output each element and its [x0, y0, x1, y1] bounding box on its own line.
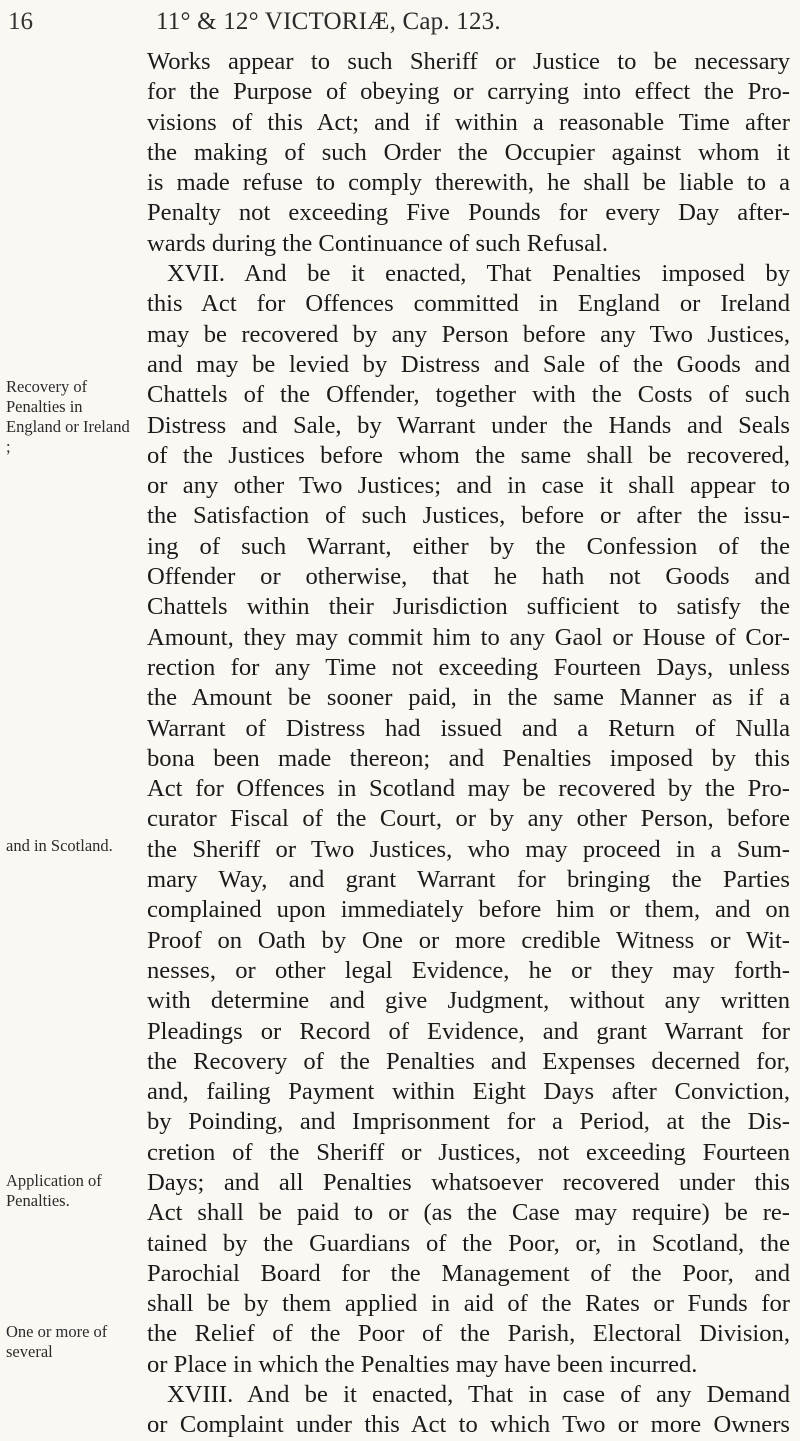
page-number: 16: [8, 8, 33, 35]
text-line: the Relief of the Poor of the Parish, Electoral Division,: [147, 1320, 790, 1348]
text-line: by Poinding, and Imprisonment for a Period, at the Dis-: [147, 1108, 790, 1136]
text-line: Pleadings or Record of Evidence, and grant Warrant for: [147, 1017, 790, 1045]
text-line: the Sheriff or Two Justices, who may proceed in a Sum-: [147, 835, 790, 863]
margin-note-scotland: and in Scotland.: [6, 836, 113, 855]
text-line: Chattels within their Jurisdiction sufficient to satisfy the: [147, 593, 790, 621]
text-line: nesses, or other legal Evidence, he or they may forth-: [147, 956, 790, 984]
text-line: and, failing Payment within Eight Days after Conviction,: [147, 1078, 790, 1106]
text-line: with determine and give Judgment, without any written: [147, 987, 790, 1015]
text-line: or any other Two Justices; and in case it shall appear to: [147, 472, 790, 500]
text-line: Act for Offences in Scotland may be recovered by the Pro-: [147, 775, 790, 803]
text-line: and may be levied by Distress and Sale of the Goods and: [147, 350, 790, 378]
text-line: the Satisfaction of such Justices, before or after the issu-: [147, 502, 790, 530]
text-line: the Recovery of the Penalties and Expenses decerned for,: [147, 1047, 790, 1075]
text-line: Parochial Board for the Management of the Poor, and: [147, 1259, 790, 1287]
text-line: Proof on Oath by One or more credible Witness or Wit-: [147, 926, 790, 954]
text-line: this Act for Offences committed in England or Ireland: [147, 290, 790, 318]
text-line: ing of such Warrant, either by the Confession of the: [147, 532, 790, 560]
text-line: Offender or otherwise, that he hath not Goods and: [147, 563, 790, 591]
margin-note-recovery-england-ireland: Recovery of Penalties in England or Ireland ;: [6, 377, 130, 456]
margin-note-application-of-penalties: Application of Penalties.: [6, 1171, 102, 1210]
text-line: shall be by them applied in aid of the Rates or Funds for: [147, 1290, 790, 1318]
text-line: for the Purpose of obeying or carrying into effect the Pro-: [147, 78, 790, 106]
text-line: bona been made thereon; and Penalties imposed by this: [147, 744, 790, 772]
text-line: or Place in which the Penalties may have been incurred.: [147, 1350, 698, 1378]
text-line: is made refuse to comply therewith, he shall be liable to a: [147, 169, 790, 197]
text-line: Distress and Sale, by Warrant under the Hands and Seals: [147, 411, 790, 439]
margin-note-one-or-more: One or more of several: [6, 1322, 108, 1361]
body-text: [147, 47, 790, 1441]
text-line: the Amount be sooner paid, in the same Manner as if a: [147, 684, 790, 712]
section-heading-line: XVIII. And be it enacted, That in case of any Demand: [167, 1381, 790, 1409]
text-line: visions of this Act; and if within a reasonable Time after: [147, 108, 790, 136]
section-heading-line: XVII. And be it enacted, That Penalties imposed by: [167, 260, 790, 288]
text-line: Days; and all Penalties whatsoever recovered under this: [147, 1168, 790, 1196]
text-line: Penalty not exceeding Five Pounds for every Day after-: [147, 199, 790, 227]
text-line: Chattels of the Offender, together with the Costs of such: [147, 381, 790, 409]
text-line: rection for any Time not exceeding Fourteen Days, unless: [147, 653, 790, 681]
text-line: complained upon immediately before him or them, and on: [147, 896, 790, 924]
text-line: or Complaint under this Act to which Two or more Owners: [147, 1411, 790, 1439]
text-line: curator Fiscal of the Court, or by any other Person, before: [147, 805, 790, 833]
text-line: may be recovered by any Person before any Two Justices,: [147, 320, 790, 348]
text-line: the making of such Order the Occupier against whom it: [147, 138, 790, 166]
text-line: mary Way, and grant Warrant for bringing the Parties: [147, 866, 790, 894]
text-line: tained by the Guardians of the Poor, or, in Scotland, the: [147, 1229, 790, 1257]
running-title: 11° & 12° VICTORIÆ, Cap. 123.: [156, 8, 501, 35]
text-line: wards during the Continuance of such Refusal.: [147, 229, 609, 257]
text-line: Warrant of Distress had issued and a Return of Nulla: [147, 714, 790, 742]
text-line: Amount, they may commit him to any Gaol or House of Cor-: [147, 623, 790, 651]
text-line: Act shall be paid to or (as the Case may require) be re-: [147, 1199, 790, 1227]
text-line: cretion of the Sheriff or Justices, not exceeding Fourteen: [147, 1138, 790, 1166]
text-line: of the Justices before whom the same shall be recovered,: [147, 441, 790, 469]
text-line: Works appear to such Sheriff or Justice to be necessary: [147, 48, 790, 75]
